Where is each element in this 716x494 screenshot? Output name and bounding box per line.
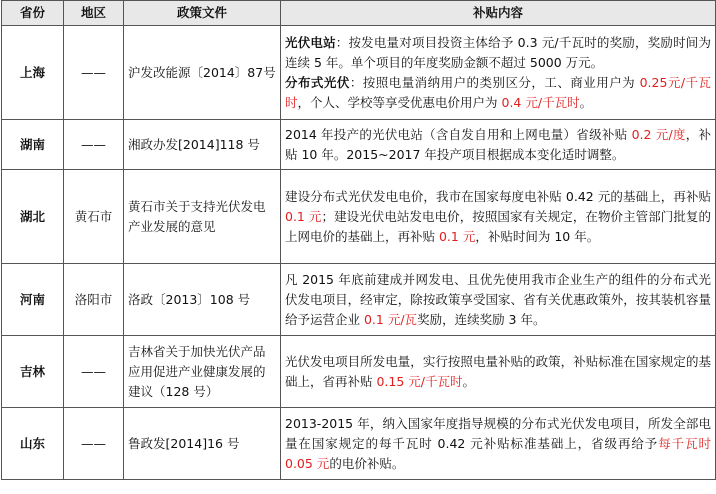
content-text: 光伏发电项目所发电量，实行按照电量补贴的政策，补贴标准在国家规定的基础上，省再补贴 (285, 353, 711, 389)
content-cell (281, 264, 716, 336)
content-text: ，补贴 10 年。2015~2017 年投产项目根据成本变化适时调整。 (285, 126, 711, 162)
policy-cell: 吉林省关于加快光伏产品应用促进产业健康发展的建议（128 号） (124, 336, 281, 408)
province-cell: 湖南 (2, 120, 64, 170)
content-cell (281, 170, 716, 264)
header-province: 省份 (2, 1, 64, 26)
region-cell: 洛阳市 (64, 264, 124, 336)
subsidy-amount: 0.25元/千瓦时 (285, 74, 711, 110)
content-text: 。 (462, 373, 476, 389)
content-text: 凡 2015 年底前建成并网发电、且优先使用我市企业生产的组件的分布式光伏发电项目，经审定，除按政策享受国家、省有关优惠政策外，按其装机容量给予运营企业 (285, 271, 711, 327)
content-paragraph (285, 73, 711, 113)
region-cell: —— (64, 336, 124, 408)
province-cell: 湖北 (2, 170, 64, 264)
subsidy-amount: 0.1 元 (285, 208, 322, 224)
policy-cell: 黄石市关于支持光伏发电产业发展的意见 (124, 170, 281, 264)
content-label: 光伏电站 (285, 34, 336, 50)
content-cell (281, 336, 716, 408)
policy-cell: 洛政〔2013〕108 号 (124, 264, 281, 336)
subsidy-amount: 0.4 元/千瓦时 (501, 94, 580, 110)
header-policy: 政策文件 (124, 1, 281, 26)
subsidy-amount: 每千瓦时 0.05 元 (285, 435, 711, 471)
table-row (2, 264, 716, 336)
region-cell: —— (64, 408, 124, 480)
policy-cell: 沪发改能源〔2014〕87号 (124, 26, 281, 120)
region-cell: 黄石市 (64, 170, 124, 264)
content-text: 的电价补贴。 (329, 455, 405, 471)
policy-cell: 鲁政发[2014]16 号 (124, 408, 281, 480)
subsidy-amount: 0.1 元 (438, 228, 476, 244)
content-text: ；建设光伏电站发电电价，按照国家有关规定，在物价主管部门批复的上网电价的基础上，再补贴 (285, 208, 711, 244)
region-cell: —— (64, 26, 124, 120)
content-cell (281, 120, 716, 170)
content-paragraph (285, 33, 711, 73)
content-cell (281, 408, 716, 480)
content-text: ：按照电量消纳用户的类别区分，工、商业用户为 (349, 74, 640, 90)
province-cell: 上海 (2, 26, 64, 120)
content-text: ，个人、学校等享受优惠电价用户为 (297, 94, 502, 110)
content-text: 建设分布式光伏发电电价，我市在国家每度电补贴 0.42 元的基础上，再补贴 (285, 188, 711, 204)
header-region: 地区 (64, 1, 124, 26)
region-cell: —— (64, 120, 124, 170)
table-row (2, 336, 716, 408)
province-cell: 河南 (2, 264, 64, 336)
subsidy-amount: 0.2 元/度 (631, 126, 686, 142)
table-row (2, 26, 716, 120)
content-text: ，补贴时间为 10 年。 (475, 228, 600, 244)
content-text: 2014 年投产的光伏电站（含自发自用和上网电量）省级补贴 (285, 126, 632, 142)
subsidy-amount: 0.15 元/千瓦时 (376, 373, 463, 389)
table-row (2, 408, 716, 480)
content-label: 分布式光伏 (285, 74, 350, 90)
content-text: ：按发电量对项目投资主体给予 0.3 元/千瓦时的奖励，奖励时间为连续 5 年。单个项目的年度奖励金额不超过 5000 万元。 (285, 34, 711, 70)
header-content: 补贴内容 (281, 1, 716, 26)
province-cell: 山东 (2, 408, 64, 480)
subsidy-table (1, 0, 716, 480)
province-cell: 吉林 (2, 336, 64, 408)
subsidy-amount: 0.1 元/瓦 (363, 311, 418, 327)
policy-cell: 湘政办发[2014]118 号 (124, 120, 281, 170)
table-row (2, 170, 716, 264)
content-text: 奖励，连续奖励 3 年。 (417, 311, 546, 327)
table-row (2, 120, 716, 170)
header-row (2, 1, 716, 26)
content-text: 2013-2015 年，纳入国家年度指导规模的分布式光伏发电项目，所发全部电量在国家规定的每千瓦时 0.42 元补贴标准基础上，省级再给予 (285, 415, 711, 451)
content-text: 。 (579, 94, 593, 110)
content-cell (281, 26, 716, 120)
